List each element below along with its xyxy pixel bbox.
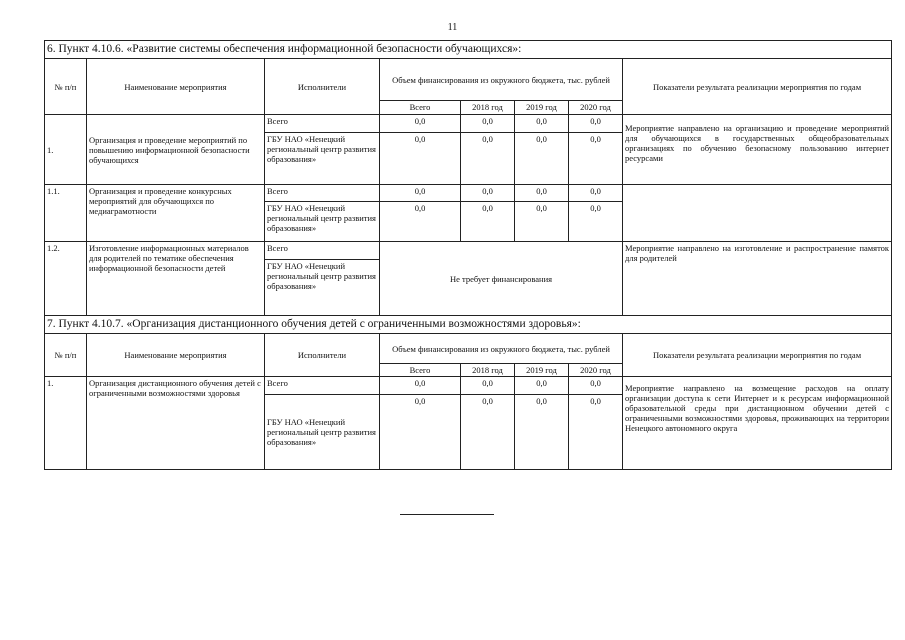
- value-cell: 0,0: [380, 395, 461, 470]
- value-cell: 0,0: [461, 377, 515, 395]
- value-cell: 0,0: [569, 133, 623, 185]
- value-cell: 0,0: [569, 202, 623, 242]
- value-cell: 0,0: [461, 395, 515, 470]
- section-7-title: 7. Пункт 4.10.7. «Организация дистанционного обучения детей с ограниченными возможностями здоровья»:: [45, 316, 892, 334]
- page-number: 11: [447, 22, 458, 33]
- executor-total: Всего: [265, 242, 380, 260]
- value-cell: 0,0: [380, 377, 461, 395]
- activity-name: Организация дистанционного обучения детей с ограниченными возможностями здоровья: [87, 377, 265, 470]
- value-cell: 0,0: [380, 133, 461, 185]
- value-cell: 0,0: [515, 115, 569, 133]
- executor-total: Всего: [265, 377, 380, 395]
- executor-total: Всего: [265, 115, 380, 133]
- value-cell: 0,0: [380, 202, 461, 242]
- value-cell: 0,0: [461, 202, 515, 242]
- row-number: 1.1.: [45, 185, 87, 242]
- indicator-text: [623, 185, 892, 242]
- row-number: 1.2.: [45, 242, 87, 316]
- value-cell: 0,0: [569, 115, 623, 133]
- header-name: Наименование мероприятия: [87, 334, 265, 377]
- header-2019: 2019 год: [515, 101, 569, 115]
- executor-org: ГБУ НАО «Ненецкий региональный центр развития образования»: [265, 260, 380, 316]
- header-indicators: Показатели результата реализации мероприятия по годам: [623, 59, 892, 115]
- end-rule: [400, 514, 494, 515]
- section-6-title: 6. Пункт 4.10.6. «Развитие системы обеспечения информационной безопасности обучающихся»:: [45, 41, 892, 59]
- row-number: 1.: [45, 377, 87, 470]
- indicator-text: Мероприятие направлено на изготовление и распространение памяток для родителей: [623, 242, 892, 316]
- header-funding: Объем финансирования из окружного бюджета, тыс. рублей: [380, 59, 623, 101]
- value-cell: 0,0: [515, 202, 569, 242]
- row-number: 1.: [45, 115, 87, 185]
- value-cell: 0,0: [569, 185, 623, 202]
- value-cell: 0,0: [569, 377, 623, 395]
- activity-name: Изготовление информационных материалов для родителей по тематике обеспечения информационной безопасности детей: [87, 242, 265, 316]
- executor-org: ГБУ НАО «Ненецкий региональный центр развития образования»: [265, 395, 380, 470]
- value-cell: 0,0: [515, 395, 569, 470]
- header-2020: 2020 год: [569, 364, 623, 377]
- header-2020: 2020 год: [569, 101, 623, 115]
- activity-name: Организация и проведение конкурсных мероприятий для обучающихся по медиаграмотности: [87, 185, 265, 242]
- header-executors: Исполнители: [265, 334, 380, 377]
- value-cell: 0,0: [380, 185, 461, 202]
- header-2018: 2018 год: [461, 101, 515, 115]
- header-2018: 2018 год: [461, 364, 515, 377]
- indicator-text: Мероприятие направлено на организацию и проведение мероприятий для обучающихся в государственных общеобразовательных организациях по обучению безопасному пользованию интернет ресурсами: [623, 115, 892, 185]
- header-total: Всего: [380, 101, 461, 115]
- value-cell: 0,0: [569, 395, 623, 470]
- no-funding-note: Не требует финансирования: [380, 242, 623, 316]
- activity-name: Организация и проведение мероприятий по повышению информационной безопасности обучающихся: [87, 115, 265, 185]
- indicator-text: Мероприятие направлено на возмещение расходов на оплату организации доступа к сети Интернет и к ресурсам информационной образовательной среды при дистанционном обучении детей с ограниченными возможностями здоровья, проживающих на территории Ненецкого автономного округа: [623, 377, 892, 470]
- header-indicators: Показатели результата реализации мероприятия по годам: [623, 334, 892, 377]
- value-cell: 0,0: [515, 377, 569, 395]
- executor-org: ГБУ НАО «Ненецкий региональный центр развития образования»: [265, 133, 380, 185]
- value-cell: 0,0: [380, 115, 461, 133]
- header-2019: 2019 год: [515, 364, 569, 377]
- header-total: Всего: [380, 364, 461, 377]
- header-funding: Объем финансирования из окружного бюджета, тыс. рублей: [380, 334, 623, 364]
- header-num: № п/п: [45, 334, 87, 377]
- value-cell: 0,0: [461, 115, 515, 133]
- value-cell: 0,0: [515, 133, 569, 185]
- value-cell: 0,0: [515, 185, 569, 202]
- program-table: [44, 40, 892, 470]
- value-cell: 0,0: [461, 185, 515, 202]
- header-num: № п/п: [45, 59, 87, 115]
- header-name: Наименование мероприятия: [87, 59, 265, 115]
- executor-total: Всего: [265, 185, 380, 202]
- header-executors: Исполнители: [265, 59, 380, 115]
- executor-org: ГБУ НАО «Ненецкий региональный центр развития образования»: [265, 202, 380, 242]
- value-cell: 0,0: [461, 133, 515, 185]
